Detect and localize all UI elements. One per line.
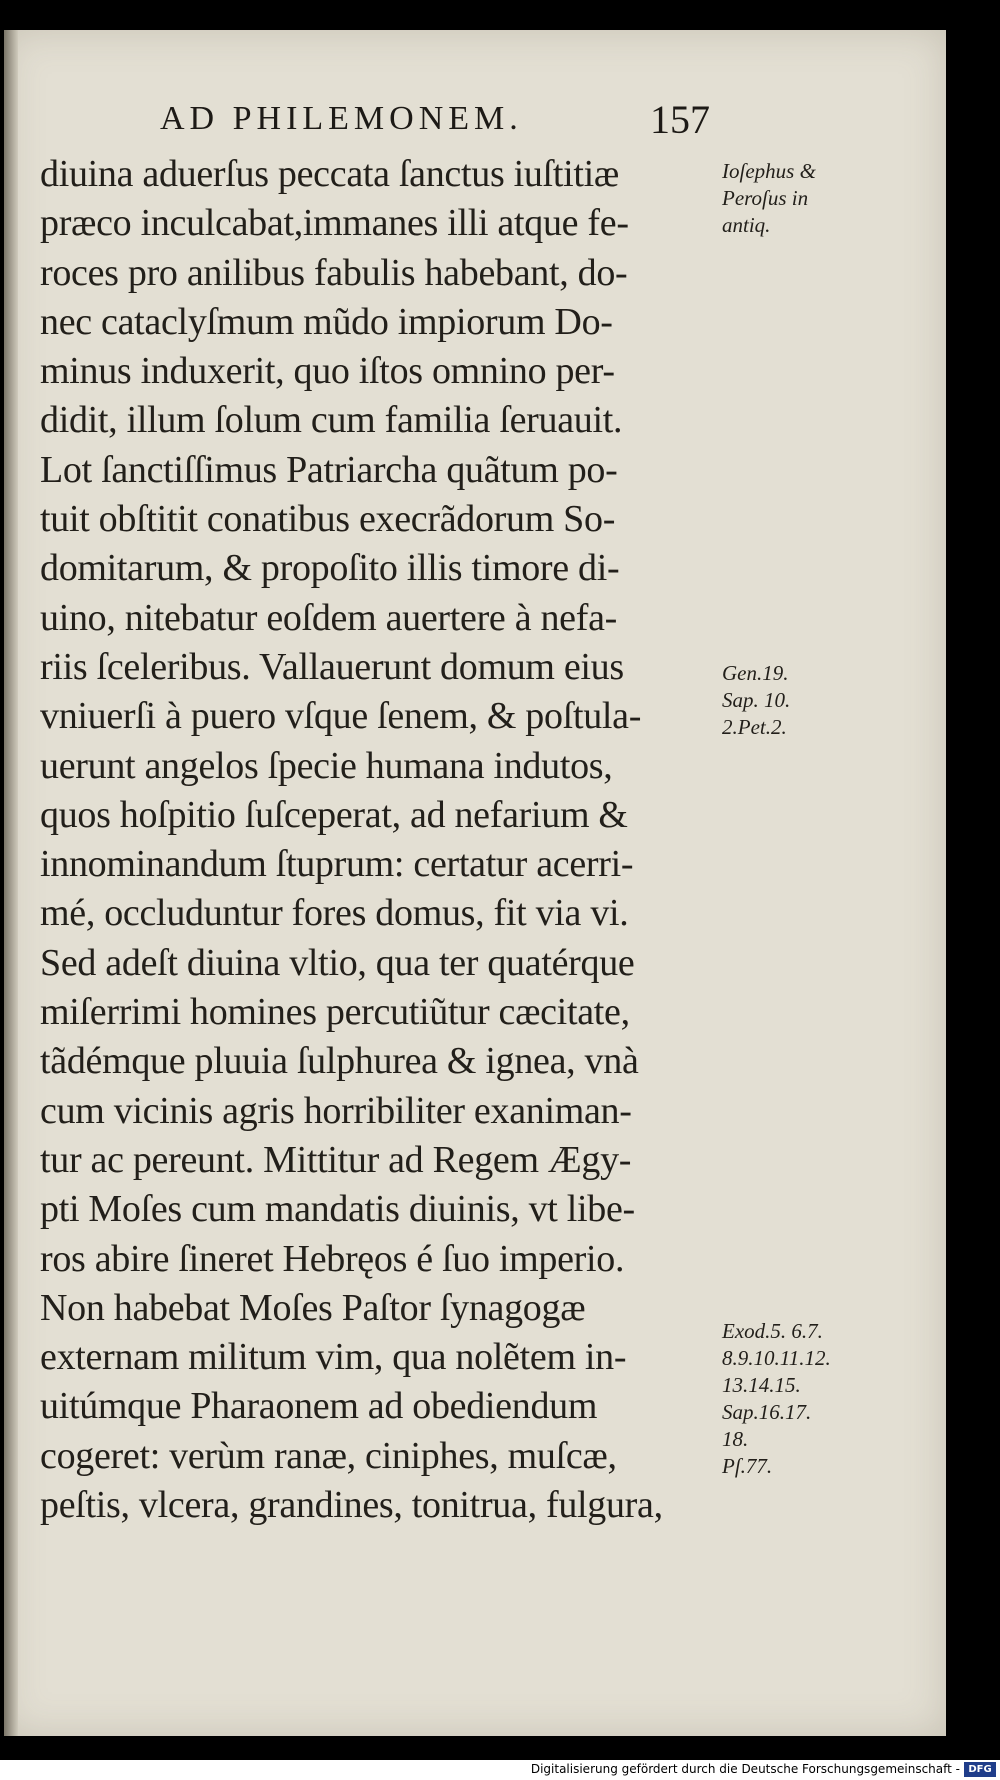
text-line: præco inculcabat,immanes illi atque fe- xyxy=(40,202,629,245)
margin-note-genesis xyxy=(722,660,790,741)
text-line: tur ac pereunt. Mittitur ad Regem Ægy- xyxy=(40,1138,632,1181)
margin-note-line: Pſ.77. xyxy=(722,1454,773,1478)
text-line: roces pro anilibus fabulis habebant, do- xyxy=(40,251,628,294)
text-line: quos hoſpitio ſuſceperat, ad nefarium & xyxy=(40,793,628,836)
text-line: pti Moſes cum mandatis diuinis, vt libe- xyxy=(40,1188,635,1231)
margin-note-line: Peroſus in xyxy=(722,186,809,210)
text-line: nec cataclyſmum mũdo impiorum Do- xyxy=(40,300,613,343)
margin-note-line: Exod.5. 6.7. xyxy=(722,1319,823,1343)
page-number: 157 xyxy=(650,97,710,142)
text-line: externam militum vim, qua nolẽtem in- xyxy=(40,1336,627,1379)
text-line: uerunt angelos ſpecie humana indutos, xyxy=(40,744,613,787)
margin-note-line: Gen.19. xyxy=(722,661,789,685)
text-line: innominandum ſtuprum: certatur acerri- xyxy=(40,843,634,886)
margin-note-line: Sap.16.17. xyxy=(722,1400,812,1424)
margin-note-line: 2.Pet.2. xyxy=(722,715,787,739)
text-line: riis ſceleribus. Vallauerunt domum eius xyxy=(40,645,624,688)
binding-gutter xyxy=(4,30,18,1736)
text-line: cogeret: verùm ranæ, ciniphes, muſcæ, xyxy=(40,1434,617,1477)
margin-note-exodus xyxy=(722,1318,831,1480)
text-line: Sed adeſt diuina vltio, qua ter quatérque xyxy=(40,941,635,984)
margin-note-josephus xyxy=(722,158,816,239)
text-line: ros abire ſineret Hebręos é ſuo imperio. xyxy=(40,1237,625,1280)
text-line: uitúmque Pharaonem ad obediendum xyxy=(40,1385,598,1428)
text-line: Non habebat Moſes Paſtor ſynagogæ xyxy=(40,1286,586,1329)
text-line: domitarum, & propoſito illis timore di- xyxy=(40,547,620,590)
text-line: tãdémque pluuia ſulphurea & ignea, vnà xyxy=(40,1040,639,1083)
margin-note-line: 13.14.15. xyxy=(722,1373,801,1397)
text-line: peſtis, vlcera, grandines, tonitrua, fulgura, xyxy=(40,1484,663,1527)
text-line: miſerrimi homines percutiũtur cæcitate, xyxy=(40,991,630,1034)
margin-note-line: Sap. 10. xyxy=(722,688,791,712)
text-line: Lot ſanctiſſimus Patriarcha quãtum po- xyxy=(40,448,618,491)
text-line: uino, nitebatur eoſdem auertere à nefa- xyxy=(40,596,618,639)
text-line: tuit obſtitit conatibus execrãdorum So- xyxy=(40,498,616,541)
text-line: didit, illum ſolum cum familia ſeruauit. xyxy=(40,399,623,442)
margin-note-line: antiq. xyxy=(722,213,771,237)
text-line: cum vicinis agris horribiliter exaniman- xyxy=(40,1089,632,1132)
body-text xyxy=(40,150,720,1530)
margin-note-line: 18. xyxy=(722,1427,749,1451)
text-line: mé, occluduntur fores domus, fit via vi. xyxy=(40,892,629,935)
margin-note-line: Ioſephus & xyxy=(722,159,816,183)
text-line: minus induxerit, quo iſtos omnino per- xyxy=(40,350,615,393)
text-line: vniuerſi à puero vſque ſenem, & poſtula- xyxy=(40,695,642,738)
dfg-logo: DFG xyxy=(964,1762,996,1777)
margin-note-line: 8.9.10.11.12. xyxy=(722,1346,831,1370)
text-line: diuina aduerſus peccata ſanctus iuſtitiæ xyxy=(40,153,619,195)
footer-credit: Digitalisierung gefördert durch die Deutsche Forschungsgemeinschaft - xyxy=(530,1762,960,1776)
running-head: AD PHILEMONEM. xyxy=(160,100,523,137)
